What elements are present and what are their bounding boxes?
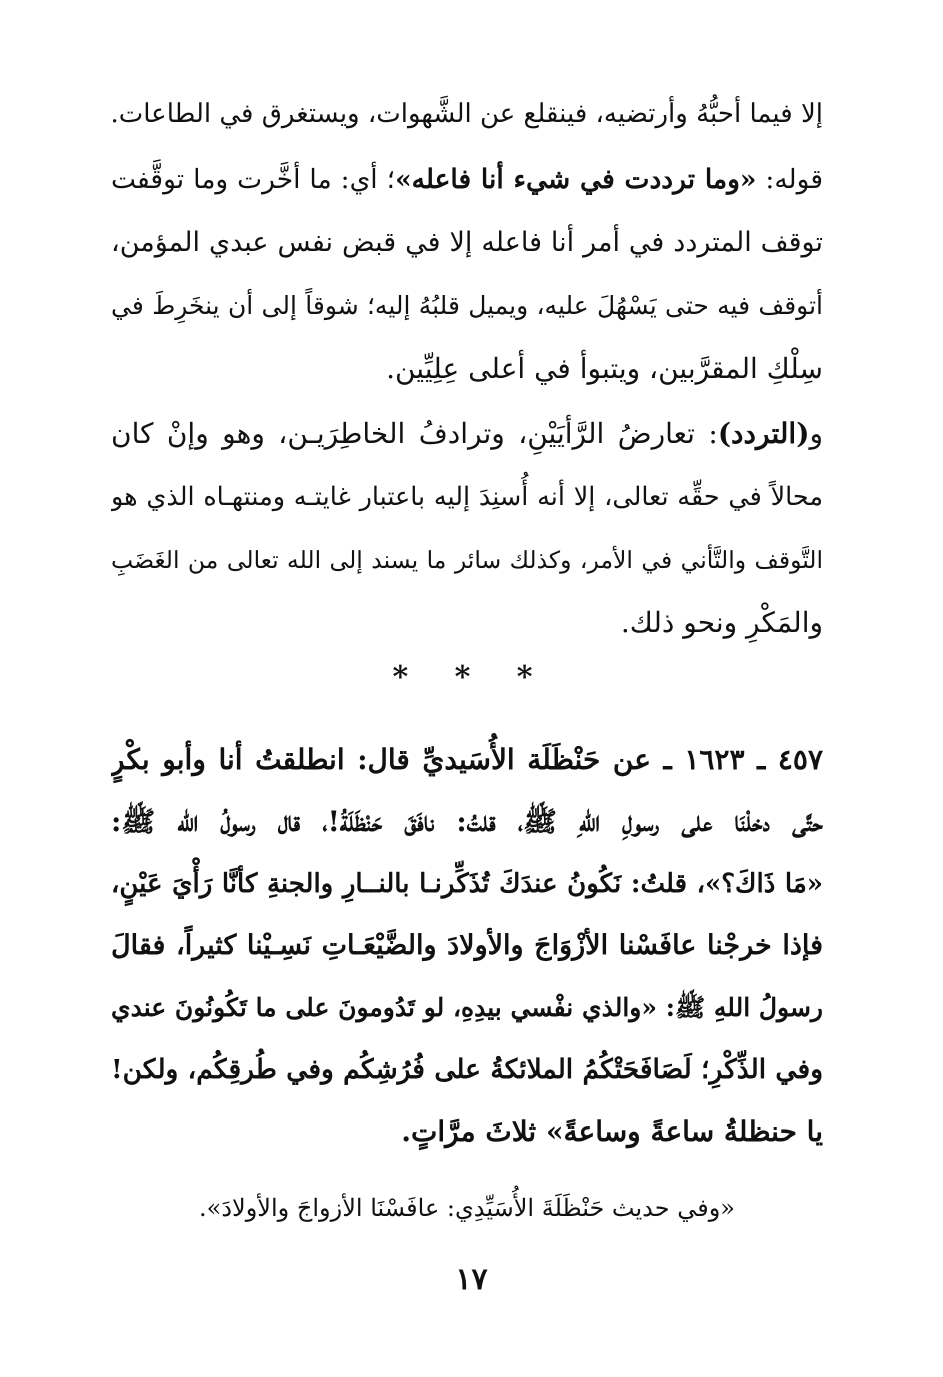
paragraph-2-line-2: توقف المتردد في أمر أنا فاعله إلا في قبض نفس عبدي المؤمن، <box>111 227 823 258</box>
hadith-quote-bold: «وما ترددت في شيء أنا فاعله» <box>395 164 757 195</box>
hadith-line-5: رسولُ اللهِ ﷺ: «والذي نفْسي بيدِهِ، لو تَدُومونَ على ما تَكُونُونَ عندي <box>111 993 823 1022</box>
footnote: «وفي حديث حَنْظَلَةَ الأُسَيِّدِي: عافَسْنَا الأزواجَ والأولادَ». <box>199 1194 735 1222</box>
section-separator: * * * <box>392 660 551 695</box>
page-number: ١٧ <box>455 1262 488 1297</box>
paragraph-2-line-1 <box>111 150 823 210</box>
paragraph-3-line-1 <box>111 404 823 464</box>
paragraph-2-gloss: ؛ أي: ما أخَّرت وما توقَّفت <box>111 164 396 195</box>
paragraph-2-line-3: أتوقف فيه حتى يَسْهُلَ عليه، ويميل قلبُهُ إليه؛ شوقاً إلى أن ينخَرِطَ في <box>111 291 823 320</box>
paragraph-3-line-4: والمَكْرِ ونحو ذلك. <box>620 606 823 639</box>
paragraph-1-line-1: إلا فيما أحبُّهُ وأرتضيه، فينقلع عن الشَّهوات، ويستغرق في الطاعات. <box>111 99 823 129</box>
paragraph-2-intro: قوله: <box>756 164 823 195</box>
hadith-line-7: يا حنظلةُ ساعةً وساعةً» ثلاثَ مرَّاتٍ. <box>401 1115 823 1148</box>
hadith-line-3: «مَا ذَاكَ؟»، قلتُ: نَكُونُ عندَكَ تُذَكِّرنـا بالنــارِ والجنةِ كأنَّا رَأْيَ عَيْنٍ، <box>111 869 823 899</box>
paragraph-3-intro: و <box>809 417 823 450</box>
paragraph-3-line-2: محالاً في حقِّه تعالى، إلا أنه أُسنِدَ إليه باعتبار غايتـه ومنتهـاه الذي هو <box>111 482 823 512</box>
hadith-line-6: وفي الذِّكْرِ؛ لَصَافَحَتْكُمُ الملائكةُ على فُرُشِكُم وفي طُرقِكُم، ولكن! <box>111 1054 823 1085</box>
hadith-line-4: فإذا خرجْنا عافَسْنا الأزْوَاجَ والأولادَ والضَّيْعَـاتِ نَسِـيْنا كثيراً، فقالَ <box>111 930 823 961</box>
hadith-line-1: ٤٥٧ ـ ١٦٢٣ ـ عن حَنْظَلَة الأُسَيديِّ قال: انطلقتُ أنا وأبو بكْرٍ <box>111 743 823 776</box>
hadith-line-2: حتَّى دخلْنَا على رسولِ اللهِ ﷺ، قلتُ: نافَقَ حَنْظَلَةُ!، قال رسولُ الله ﷺ: <box>111 805 823 838</box>
paragraph-3-line-3: التَّوقف والتَّأني في الأمر، وكذلك سائر ما يسند إلى الله تعالى من الغَضَبِ <box>111 546 823 574</box>
paragraph-3-definition: : تعارضُ الرَّأيَيْنِ، وترادفُ الخاطِرَيـن، وهو وإنْ كان <box>111 417 718 450</box>
term-bold: (التردد) <box>717 417 810 450</box>
paragraph-2-line-4: سِلْكِ المقرَّبين، ويتبوأ في أعلى عِلِيِّين. <box>386 352 823 385</box>
